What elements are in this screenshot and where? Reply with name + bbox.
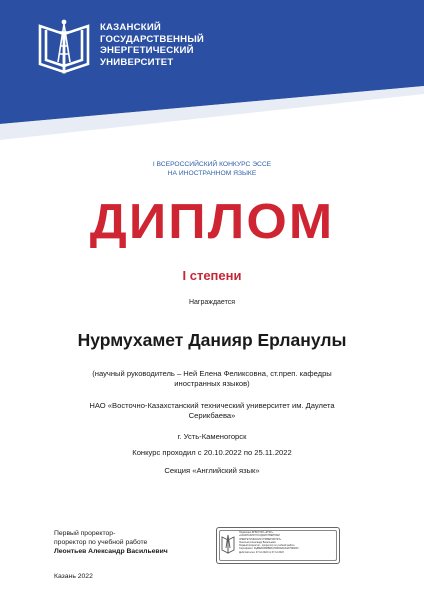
university-name-line: ЭНЕРГЕТИЧЕСКИЙ: [100, 45, 194, 56]
university-name-line: УНИВЕРСИТЕТ: [100, 56, 174, 68]
institution-info: [58, 401, 366, 421]
stamp-line: «КАЗАНСКИЙ ГОСУДАРСТВЕННЫЙ: [239, 534, 280, 538]
diploma-degree: I степени: [182, 268, 242, 283]
supervisor-line: (научный руководитель – Ней Елена Феликсовна, ст.преп. кафедры: [92, 369, 332, 378]
stamp-line: Сертификат: 01Д8E81F88B8A4700000A0A4A7590003: [239, 547, 299, 551]
contest-title-line: I ВСЕРОССИЙСКИЙ КОНКУРС ЭССЕ: [152, 161, 272, 168]
stamp-line: Подписано ФГБОУ ВО «КГЭУ»,: [239, 531, 274, 534]
recipient-name: Нурмухамет Данияр Ерланулы: [77, 330, 347, 350]
signatory-title-line: проректор по учебной работе: [54, 539, 148, 546]
issue-city-year: Казань 2022: [54, 573, 93, 580]
university-name: [100, 22, 250, 68]
supervisor-info: [58, 369, 366, 389]
university-name-line: ГОСУДАРСТВЕННЫЙ: [100, 33, 205, 45]
stamp-line: Первый проректор - проректор по учебной работе: [239, 544, 295, 548]
awarded-label: Награждается: [188, 299, 236, 306]
stamp-line: Леонтьев Александр Васильевич: [239, 540, 277, 544]
contest-dates: Конкурс проходил с 20.10.2022 по 25.11.2022: [132, 448, 292, 457]
stamp-line: ЭНЕРГЕТИЧЕСКИЙ УНИВЕРСИТЕТ»: [239, 537, 282, 541]
contest-title-line: НА ИНОСТРАННОМ ЯЗЫКЕ: [167, 170, 257, 177]
contest-section: Секция «Английский язык»: [164, 466, 260, 475]
university-name-line: КАЗАНСКИЙ: [100, 22, 162, 33]
contest-title: [0, 160, 424, 178]
electronic-signature-stamp: [216, 527, 340, 564]
signatory-block: [54, 529, 168, 556]
diploma-title: ДИПЛОМ: [89, 195, 335, 249]
stamp-logo-icon: [221, 533, 235, 555]
institution-city: г. Усть-Каменогорск: [177, 432, 247, 441]
institution-line: Серикбаева»: [188, 411, 236, 420]
stamp-text: [239, 531, 337, 554]
supervisor-line: иностранных языков): [174, 379, 250, 388]
signatory-title-line: Первый проректор-: [54, 530, 116, 537]
university-logo-icon: [36, 16, 92, 76]
stamp-line: Действителен: 07.12.2022 по 07.12.2023: [239, 550, 284, 554]
signatory-name: Леонтьев Александр Васильевич: [54, 548, 168, 555]
institution-line: НАО «Восточно-Казахстанский технический университет им. Даулета: [89, 401, 335, 410]
